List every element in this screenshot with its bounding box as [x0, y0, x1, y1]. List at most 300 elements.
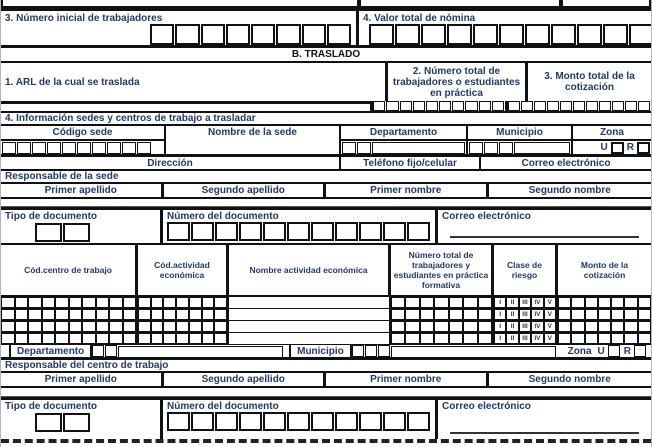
char-box[interactable] [478, 297, 492, 308]
char-box[interactable] [585, 333, 598, 344]
char-box[interactable] [560, 101, 572, 111]
numero-inicial-trabajadores-field [1, 11, 359, 45]
char-box[interactable] [638, 297, 651, 308]
char-box[interactable] [163, 333, 176, 344]
char-box[interactable] [96, 297, 110, 308]
char-box[interactable] [151, 309, 164, 320]
municipio-write-area[interactable] [514, 142, 570, 154]
char-box[interactable] [123, 297, 137, 308]
char-box[interactable] [525, 24, 550, 45]
char-box[interactable] [359, 222, 382, 241]
telefono-label[interactable]: Teléfono fijo/celular [341, 157, 481, 169]
table-departamento-write-area[interactable] [118, 346, 283, 358]
char-box[interactable] [214, 297, 227, 308]
char-box[interactable] [63, 223, 90, 242]
direccion-label[interactable]: Dirección [1, 157, 341, 169]
char-box[interactable] [342, 142, 356, 154]
char-box[interactable] [239, 222, 262, 241]
char-box[interactable] [82, 321, 96, 332]
char-box[interactable] [386, 101, 398, 111]
char-box[interactable] [167, 412, 190, 431]
char-box[interactable] [571, 321, 584, 332]
clase-riesgo-boxes [494, 297, 558, 308]
char-box[interactable] [69, 297, 83, 308]
risk-class-checkbox[interactable]: I [494, 333, 506, 344]
departamento-write-area[interactable] [372, 142, 465, 154]
nombre-actividad-input[interactable] [229, 309, 391, 320]
char-box[interactable] [629, 24, 652, 45]
char-box[interactable] [28, 297, 42, 308]
previous-section-remnant [1, 0, 651, 11]
primer-apellido-label: Primer apellido [1, 184, 164, 197]
char-box[interactable] [357, 142, 371, 154]
char-box[interactable] [276, 24, 300, 45]
char-box[interactable] [150, 24, 174, 45]
zona-input-row [573, 141, 651, 154]
char-box[interactable] [42, 297, 56, 308]
clase-riesgo-header: Clase de riesgo [494, 245, 558, 295]
char-box[interactable] [15, 333, 29, 344]
char-box[interactable] [586, 101, 598, 111]
char-box[interactable] [611, 321, 624, 332]
char-box[interactable] [15, 297, 29, 308]
char-box[interactable] [176, 333, 189, 344]
segundo-apellido-label: Segundo apellido [164, 184, 327, 197]
centros-table-row [1, 333, 651, 345]
cod-centro-boxes [1, 333, 138, 344]
char-box[interactable] [176, 297, 189, 308]
char-box[interactable] [598, 297, 611, 308]
correo-responsable-sede-input[interactable] [450, 222, 639, 238]
char-box[interactable] [611, 309, 624, 320]
tipo-documento-label: Tipo de documento [5, 211, 98, 222]
char-box[interactable] [547, 101, 559, 111]
risk-class-checkbox[interactable]: I [494, 309, 506, 320]
char-box[interactable] [624, 333, 637, 344]
char-box[interactable] [42, 333, 56, 344]
perforation-edge [1, 439, 651, 447]
clase-riesgo-boxes [494, 309, 558, 320]
char-box[interactable] [499, 24, 524, 45]
char-box[interactable] [405, 333, 419, 344]
char-box[interactable] [352, 345, 364, 357]
cod-actividad-boxes [138, 309, 229, 320]
risk-class-checkbox[interactable]: II [506, 297, 518, 308]
char-box[interactable] [551, 24, 576, 45]
char-box[interactable] [189, 321, 202, 332]
char-box[interactable] [96, 321, 110, 332]
char-box[interactable] [151, 297, 164, 308]
char-box[interactable] [478, 309, 492, 320]
char-box[interactable] [176, 309, 189, 320]
char-box[interactable] [378, 345, 390, 357]
departamento-label: Departamento [341, 126, 466, 141]
char-box[interactable] [465, 101, 477, 111]
char-box[interactable] [215, 412, 238, 431]
char-box[interactable] [55, 321, 69, 332]
char-box[interactable] [391, 309, 405, 320]
nombre-actividad-input[interactable] [229, 333, 391, 344]
char-box[interactable] [55, 333, 69, 344]
char-box[interactable] [369, 24, 394, 45]
cod-actividad-boxes [138, 321, 229, 332]
char-box[interactable] [311, 412, 334, 431]
char-box[interactable] [420, 321, 434, 332]
monto-cotizacion-boxes [508, 101, 651, 111]
tipo-documento-field [1, 400, 163, 439]
codigo-sede-column [1, 126, 166, 154]
char-box[interactable] [214, 321, 227, 332]
arl-origen-field[interactable] [1, 63, 388, 101]
char-box[interactable] [571, 333, 584, 344]
char-box[interactable] [484, 142, 498, 154]
char-box[interactable] [202, 297, 215, 308]
primer-nombre-label: Primer nombre [326, 373, 489, 386]
char-box[interactable] [335, 412, 358, 431]
risk-class-checkbox[interactable]: II [506, 333, 518, 344]
char-box[interactable] [421, 24, 446, 45]
char-box[interactable] [1, 309, 15, 320]
char-box[interactable] [452, 101, 464, 111]
traslado-header-row [1, 63, 651, 101]
char-box[interactable] [534, 101, 546, 111]
char-box[interactable] [151, 333, 164, 344]
char-box[interactable] [434, 321, 448, 332]
risk-class-checkbox[interactable]: III [519, 321, 531, 332]
char-box[interactable] [585, 297, 598, 308]
char-box[interactable] [163, 297, 176, 308]
responsable-sede-names-input[interactable] [1, 199, 651, 207]
responsable-sede-names-header [1, 184, 651, 199]
char-box[interactable] [189, 297, 202, 308]
char-box[interactable] [15, 309, 29, 320]
char-box[interactable] [123, 321, 137, 332]
char-box[interactable] [407, 222, 430, 241]
char-box[interactable] [407, 412, 430, 431]
char-box[interactable] [571, 297, 584, 308]
char-box[interactable] [122, 142, 136, 154]
char-box[interactable] [176, 321, 189, 332]
table-zona-urbana-checkbox[interactable] [608, 345, 620, 357]
char-box[interactable] [603, 24, 628, 45]
char-box[interactable] [391, 297, 405, 308]
char-box[interactable] [413, 101, 425, 111]
char-box[interactable] [62, 142, 76, 154]
risk-class-checkbox[interactable]: IV [531, 309, 543, 320]
char-box[interactable] [55, 309, 69, 320]
char-box[interactable] [463, 297, 477, 308]
char-box[interactable] [638, 309, 651, 320]
char-box[interactable] [558, 297, 571, 308]
char-box[interactable] [214, 309, 227, 320]
char-box[interactable] [202, 321, 215, 332]
nombre-actividad-input[interactable] [229, 321, 391, 332]
numero-documento-label: Número del documento [167, 211, 279, 222]
risk-class-checkbox[interactable]: III [519, 309, 531, 320]
char-box[interactable] [15, 321, 29, 332]
risk-class-checkbox[interactable]: I [494, 321, 506, 332]
char-box[interactable] [42, 309, 56, 320]
char-box[interactable] [167, 222, 190, 241]
char-box[interactable] [1, 321, 15, 332]
char-box[interactable] [82, 297, 96, 308]
char-box[interactable] [28, 321, 42, 332]
char-box[interactable] [449, 321, 463, 332]
char-box[interactable] [28, 333, 42, 344]
char-box[interactable] [201, 24, 225, 45]
char-box[interactable] [138, 333, 151, 344]
char-box[interactable] [383, 412, 406, 431]
char-box[interactable] [69, 321, 83, 332]
char-box[interactable] [77, 142, 91, 154]
char-box[interactable] [611, 297, 624, 308]
char-box[interactable] [365, 345, 377, 357]
char-box[interactable] [287, 222, 310, 241]
char-box[interactable] [391, 333, 405, 344]
risk-class-checkbox[interactable]: V [544, 297, 556, 308]
char-box[interactable] [239, 412, 262, 431]
char-box[interactable] [420, 309, 434, 320]
char-box[interactable] [420, 297, 434, 308]
char-box[interactable] [92, 345, 104, 357]
char-box[interactable] [109, 297, 123, 308]
table-zona-rural-checkbox[interactable] [634, 345, 646, 357]
risk-class-checkbox[interactable]: V [544, 333, 556, 344]
risk-class-checkbox[interactable]: IV [531, 333, 543, 344]
char-box[interactable] [327, 24, 351, 45]
char-box[interactable] [449, 309, 463, 320]
correo-sede-label[interactable]: Correo electrónico [521, 158, 611, 169]
remnant-cell [359, 0, 561, 8]
risk-class-checkbox[interactable]: V [544, 321, 556, 332]
char-box[interactable] [2, 142, 16, 154]
risk-class-checkbox[interactable]: II [506, 321, 518, 332]
char-box[interactable] [1, 333, 15, 344]
char-box[interactable] [163, 309, 176, 320]
char-box[interactable] [585, 321, 598, 332]
char-box[interactable] [214, 333, 227, 344]
char-box[interactable] [47, 142, 61, 154]
char-box[interactable] [478, 333, 492, 344]
char-box[interactable] [558, 321, 571, 332]
zona-rural-checkbox[interactable] [637, 142, 650, 154]
table-zona-label: Zona [567, 346, 592, 357]
char-box[interactable] [123, 309, 137, 320]
correo-responsable-centro-input[interactable] [450, 418, 639, 434]
char-box[interactable] [138, 309, 151, 320]
char-box[interactable] [434, 297, 448, 308]
char-box[interactable] [598, 309, 611, 320]
risk-class-checkbox[interactable]: I [494, 297, 506, 308]
table-departamento-municipio-zona-row [1, 345, 651, 360]
char-box[interactable] [395, 24, 420, 45]
char-box[interactable] [612, 101, 624, 111]
char-box[interactable] [426, 101, 438, 111]
char-box[interactable] [638, 101, 650, 111]
char-box[interactable] [405, 321, 419, 332]
char-box[interactable] [263, 222, 286, 241]
char-box[interactable] [226, 24, 250, 45]
char-box[interactable] [189, 333, 202, 344]
char-box[interactable] [202, 309, 215, 320]
valor-total-nomina-field [359, 11, 652, 45]
char-box[interactable] [287, 412, 310, 431]
table-zona-urbana-label: U [597, 345, 605, 357]
char-box[interactable] [499, 142, 513, 154]
char-box[interactable] [151, 321, 164, 332]
char-box[interactable] [383, 222, 406, 241]
char-box[interactable] [479, 101, 491, 111]
char-box[interactable] [577, 24, 602, 45]
char-box[interactable] [137, 142, 151, 154]
char-box[interactable] [508, 101, 520, 111]
char-box[interactable] [96, 309, 110, 320]
correo-responsable-centro-field [438, 400, 651, 439]
num-total-header: Número total de trabajadores y estudiantes en práctica formativa [391, 245, 494, 295]
char-box[interactable] [335, 222, 358, 241]
codigo-sede-boxes [1, 141, 164, 154]
risk-class-checkbox[interactable]: III [519, 333, 531, 344]
responsable-centro-title: Responsable del centro de trabajo [1, 360, 651, 373]
char-box[interactable] [202, 333, 215, 344]
char-box[interactable] [359, 412, 382, 431]
tipo-documento-field [1, 210, 163, 243]
table-departamento-label: Departamento [9, 345, 92, 357]
char-box[interactable] [473, 24, 498, 45]
char-box[interactable] [391, 321, 405, 332]
char-box[interactable] [420, 333, 434, 344]
centros-table-row [1, 297, 651, 309]
char-box[interactable] [463, 333, 477, 344]
char-box[interactable] [469, 142, 483, 154]
char-box[interactable] [55, 297, 69, 308]
char-box[interactable] [611, 333, 624, 344]
char-box[interactable] [163, 321, 176, 332]
char-box[interactable] [521, 101, 533, 111]
char-box[interactable] [624, 297, 637, 308]
responsable-centro-names-input[interactable] [1, 388, 651, 397]
char-box[interactable] [302, 24, 326, 45]
table-departamento-boxes [92, 345, 118, 357]
char-box[interactable] [625, 101, 637, 111]
char-box[interactable] [251, 24, 275, 45]
char-box[interactable] [138, 321, 151, 332]
char-box[interactable] [573, 101, 585, 111]
char-box[interactable] [405, 309, 419, 320]
char-box[interactable] [449, 333, 463, 344]
nombre-actividad-input[interactable] [229, 297, 391, 308]
char-box[interactable] [215, 222, 238, 241]
section-b-title: B. TRASLADO [1, 48, 651, 63]
char-box[interactable] [373, 101, 385, 111]
char-box[interactable] [478, 321, 492, 332]
char-box[interactable] [624, 321, 637, 332]
monto-boxes [558, 333, 651, 344]
responsable-centro-doc-row [1, 400, 651, 439]
char-box[interactable] [598, 333, 611, 344]
cod-centro-boxes [1, 321, 138, 332]
char-box[interactable] [449, 297, 463, 308]
char-box[interactable] [585, 309, 598, 320]
risk-class-checkbox[interactable]: II [506, 309, 518, 320]
char-box[interactable] [35, 413, 62, 432]
char-box[interactable] [463, 309, 477, 320]
char-box[interactable] [69, 333, 83, 344]
arl-origen-input[interactable] [1, 101, 373, 111]
char-box[interactable] [571, 309, 584, 320]
char-box[interactable] [434, 333, 448, 344]
char-box[interactable] [35, 223, 62, 242]
char-box[interactable] [447, 24, 472, 45]
remnant-cell [1, 0, 359, 8]
char-box[interactable] [28, 309, 42, 320]
char-box[interactable] [109, 321, 123, 332]
risk-class-checkbox[interactable]: III [519, 297, 531, 308]
char-box[interactable] [63, 413, 90, 432]
char-box[interactable] [69, 309, 83, 320]
char-box[interactable] [463, 321, 477, 332]
char-box[interactable] [638, 333, 651, 344]
char-box[interactable] [175, 24, 199, 45]
char-box[interactable] [42, 321, 56, 332]
risk-class-checkbox[interactable]: IV [531, 297, 543, 308]
char-box[interactable] [263, 412, 286, 431]
char-box[interactable] [138, 297, 151, 308]
char-box[interactable] [82, 333, 96, 344]
char-box[interactable] [191, 412, 214, 431]
char-box[interactable] [107, 142, 121, 154]
risk-class-checkbox[interactable]: IV [531, 321, 543, 332]
valor-total-nomina-boxes [369, 24, 652, 45]
char-box[interactable] [599, 101, 611, 111]
char-box[interactable] [558, 333, 571, 344]
nombre-sede-input[interactable] [166, 141, 339, 154]
char-box[interactable] [105, 345, 117, 357]
char-box[interactable] [439, 101, 451, 111]
char-box[interactable] [123, 333, 137, 344]
table-municipio-write-area[interactable] [391, 346, 556, 358]
char-box[interactable] [492, 101, 504, 111]
char-box[interactable] [638, 321, 651, 332]
char-box[interactable] [598, 321, 611, 332]
char-box[interactable] [82, 309, 96, 320]
centros-table-body [1, 297, 651, 345]
char-box[interactable] [191, 222, 214, 241]
risk-class-checkbox[interactable]: V [544, 309, 556, 320]
char-box[interactable] [109, 309, 123, 320]
sede-info-grid [1, 126, 651, 157]
char-box[interactable] [400, 101, 412, 111]
zona-urbana-checkbox[interactable] [611, 142, 624, 154]
char-box[interactable] [96, 333, 110, 344]
char-box[interactable] [1, 297, 15, 308]
char-box[interactable] [189, 309, 202, 320]
char-box[interactable] [109, 333, 123, 344]
char-box[interactable] [434, 309, 448, 320]
char-box[interactable] [92, 142, 106, 154]
char-box[interactable] [17, 142, 31, 154]
char-box[interactable] [624, 309, 637, 320]
nombre-sede-label: Nombre de la sede [208, 127, 297, 138]
char-box[interactable] [32, 142, 46, 154]
nombre-sede-column[interactable] [166, 126, 341, 154]
cod-centro-boxes [1, 309, 138, 320]
correo-responsable-centro-label: Correo electrónico [442, 401, 531, 412]
cod-actividad-header: Cód.actividad económica [138, 245, 229, 295]
char-box[interactable] [558, 309, 571, 320]
char-box[interactable] [405, 297, 419, 308]
char-box[interactable] [311, 222, 334, 241]
